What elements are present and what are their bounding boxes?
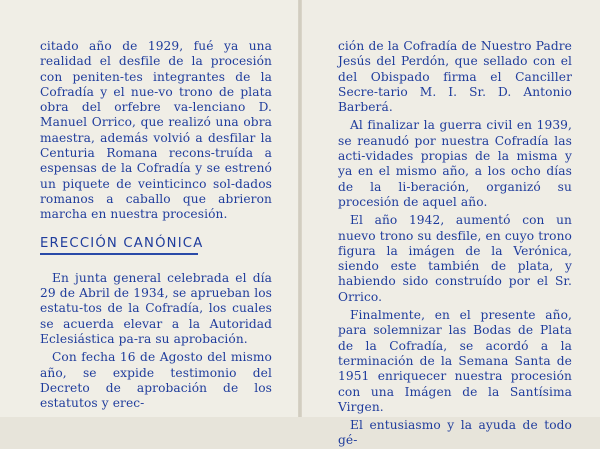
left-page-text [40, 39, 272, 412]
left-paragraph-1: citado año de 1929, fué ya una realidad el desfile de la procesión con peniten-tes integrantes de la Cofradía y el nue-vo trono de plata obra del orfebre va-lenciano D. Manuel Orrico, que realizó una obra maestra, además volvió a desfilar la Centuria Romana recons-truída a espensas de la Cofradía y se estrenó un piquete de veinticinco sol-dados romanos a caballo que abrieron marcha en nuestra procesión. [40, 39, 272, 222]
book-gutter [298, 0, 302, 417]
right-paragraph-5: El entusiasmo y la ayuda de todo gé- [338, 418, 572, 448]
left-paragraph-3: Con fecha 16 de Agosto del mismo año, se expide testimonio del Decreto de aprobación de los estatutos y erec- [40, 350, 272, 411]
right-page-text [338, 39, 572, 449]
right-paragraph-4: Finalmente, en el presente año, para solemnizar las Bodas de Plata de la Cofradía, se acordó a la terminación de la Semana Santa de 1951 enriquecer nuestra procesión con una Imágen de la Santísima Virgen. [338, 308, 572, 414]
right-paragraph-2: Al finalizar la guerra civil en 1939, se reanudó por nuestra Cofradía las acti-vidades propias de la misma y ya en el mismo año, a los ocho días de la li-beración, organizó su procesión de aquel año. [338, 118, 572, 209]
left-paragraph-2: En junta general celebrada el día 29 de Abril de 1934, se aprueban los estatu-tos de la Cofradía, los cuales se acuerda elevar a la Autoridad Eclesiástica pa-ra su aprobación. [40, 270, 272, 347]
right-paragraph-3: El año 1942, aumentó con un nuevo trono su desfile, en cuyo trono figura la imágen de la Verónica, siendo este también de plata, y habiendo sido construído por el Sr. Orrico. [338, 213, 572, 304]
section-heading: ERECCIÓN CANÓNICA [40, 235, 204, 251]
heading-underline [40, 253, 198, 255]
right-paragraph-1: ción de la Cofradía de Nuestro Padre Jesús del Perdón, que sellado con el del Obispado firma el Canciller Secre-tario M. I. Sr. D. Antonio Barberá. [338, 39, 572, 115]
